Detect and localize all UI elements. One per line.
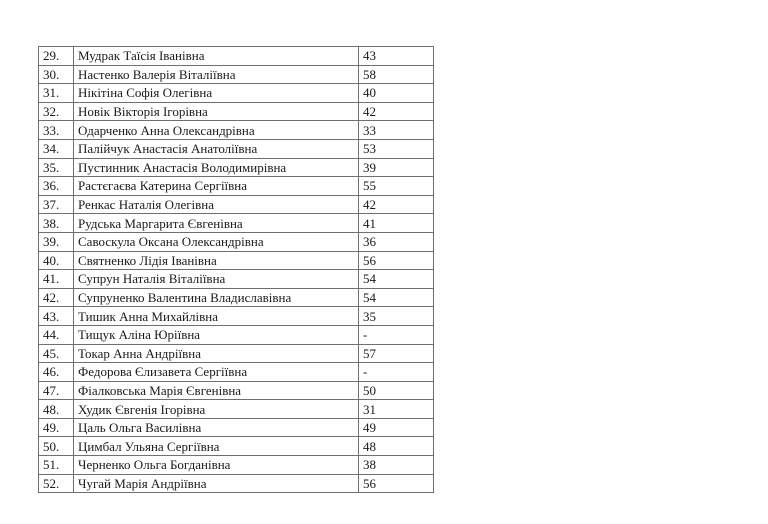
row-number-cell: 31.	[39, 84, 74, 103]
row-number-cell: 39.	[39, 232, 74, 251]
student-name-cell: Цаль Ольга Василівна	[74, 418, 359, 437]
student-name-cell: Чугай Марія Андріївна	[74, 474, 359, 493]
table-row	[39, 344, 434, 363]
student-name-cell: Ренкас Наталія Олегівна	[74, 195, 359, 214]
table-row	[39, 270, 434, 289]
score-cell: 54	[359, 288, 434, 307]
student-name-cell: Черненко Ольга Богданівна	[74, 456, 359, 475]
results-table-body	[39, 47, 434, 493]
student-name-cell: Одарченко Анна Олександрівна	[74, 121, 359, 140]
score-cell: 54	[359, 270, 434, 289]
results-table	[38, 46, 434, 493]
score-cell: 49	[359, 418, 434, 437]
table-row	[39, 251, 434, 270]
row-number-cell: 45.	[39, 344, 74, 363]
score-cell: 55	[359, 177, 434, 196]
row-number-cell: 42.	[39, 288, 74, 307]
row-number-cell: 29.	[39, 47, 74, 66]
row-number-cell: 51.	[39, 456, 74, 475]
score-cell: 36	[359, 232, 434, 251]
row-number-cell: 37.	[39, 195, 74, 214]
table-row	[39, 437, 434, 456]
student-name-cell: Супрун Наталія Віталіївна	[74, 270, 359, 289]
student-name-cell: Нікітіна Софія Олегівна	[74, 84, 359, 103]
score-cell: 42	[359, 102, 434, 121]
score-cell: 35	[359, 307, 434, 326]
table-row	[39, 400, 434, 419]
student-name-cell: Настенко Валерія Віталіївна	[74, 65, 359, 84]
table-row	[39, 474, 434, 493]
table-row	[39, 139, 434, 158]
student-name-cell: Фіалковська Марія Євгенівна	[74, 381, 359, 400]
score-cell: 56	[359, 474, 434, 493]
row-number-cell: 35.	[39, 158, 74, 177]
student-name-cell: Растєгаєва Катерина Сергіївна	[74, 177, 359, 196]
student-name-cell: Тищук Аліна Юріївна	[74, 325, 359, 344]
score-cell: 31	[359, 400, 434, 419]
table-row	[39, 102, 434, 121]
student-name-cell: Токар Анна Андріївна	[74, 344, 359, 363]
score-cell: 41	[359, 214, 434, 233]
student-name-cell: Мудрак Таїсія Іванівна	[74, 47, 359, 66]
row-number-cell: 30.	[39, 65, 74, 84]
score-cell: 50	[359, 381, 434, 400]
table-row	[39, 232, 434, 251]
student-name-cell: Федорова Єлизавета Сергіївна	[74, 363, 359, 382]
table-row	[39, 121, 434, 140]
row-number-cell: 41.	[39, 270, 74, 289]
row-number-cell: 40.	[39, 251, 74, 270]
table-row	[39, 65, 434, 84]
student-name-cell: Супруненко Валентина Владиславівна	[74, 288, 359, 307]
student-name-cell: Святненко Лідія Іванівна	[74, 251, 359, 270]
score-cell: 56	[359, 251, 434, 270]
table-row	[39, 84, 434, 103]
student-name-cell: Худик Євгенія Ігорівна	[74, 400, 359, 419]
row-number-cell: 50.	[39, 437, 74, 456]
student-name-cell: Палійчук Анастасія Анатоліївна	[74, 139, 359, 158]
row-number-cell: 38.	[39, 214, 74, 233]
row-number-cell: 34.	[39, 139, 74, 158]
score-cell: 53	[359, 139, 434, 158]
score-cell: 42	[359, 195, 434, 214]
table-row	[39, 363, 434, 382]
row-number-cell: 48.	[39, 400, 74, 419]
score-cell: 33	[359, 121, 434, 140]
score-cell: 48	[359, 437, 434, 456]
row-number-cell: 44.	[39, 325, 74, 344]
table-row	[39, 158, 434, 177]
score-cell: -	[359, 325, 434, 344]
row-number-cell: 33.	[39, 121, 74, 140]
score-cell: -	[359, 363, 434, 382]
student-name-cell: Новік Вікторія Ігорівна	[74, 102, 359, 121]
table-row	[39, 177, 434, 196]
row-number-cell: 36.	[39, 177, 74, 196]
table-row	[39, 456, 434, 475]
table-row	[39, 381, 434, 400]
table-row	[39, 214, 434, 233]
student-name-cell: Рудська Маргарита Євгенівна	[74, 214, 359, 233]
row-number-cell: 49.	[39, 418, 74, 437]
row-number-cell: 52.	[39, 474, 74, 493]
student-name-cell: Пустинник Анастасія Володимирівна	[74, 158, 359, 177]
row-number-cell: 46.	[39, 363, 74, 382]
table-row	[39, 195, 434, 214]
row-number-cell: 43.	[39, 307, 74, 326]
score-cell: 39	[359, 158, 434, 177]
table-row	[39, 288, 434, 307]
score-cell: 57	[359, 344, 434, 363]
row-number-cell: 47.	[39, 381, 74, 400]
student-name-cell: Тишик Анна Михайлівна	[74, 307, 359, 326]
table-row	[39, 325, 434, 344]
student-name-cell: Савоскула Оксана Олександрівна	[74, 232, 359, 251]
score-cell: 40	[359, 84, 434, 103]
score-cell: 58	[359, 65, 434, 84]
table-row	[39, 47, 434, 66]
student-name-cell: Цимбал Ульяна Сергіївна	[74, 437, 359, 456]
score-cell: 38	[359, 456, 434, 475]
score-cell: 43	[359, 47, 434, 66]
table-row	[39, 418, 434, 437]
row-number-cell: 32.	[39, 102, 74, 121]
table-row	[39, 307, 434, 326]
